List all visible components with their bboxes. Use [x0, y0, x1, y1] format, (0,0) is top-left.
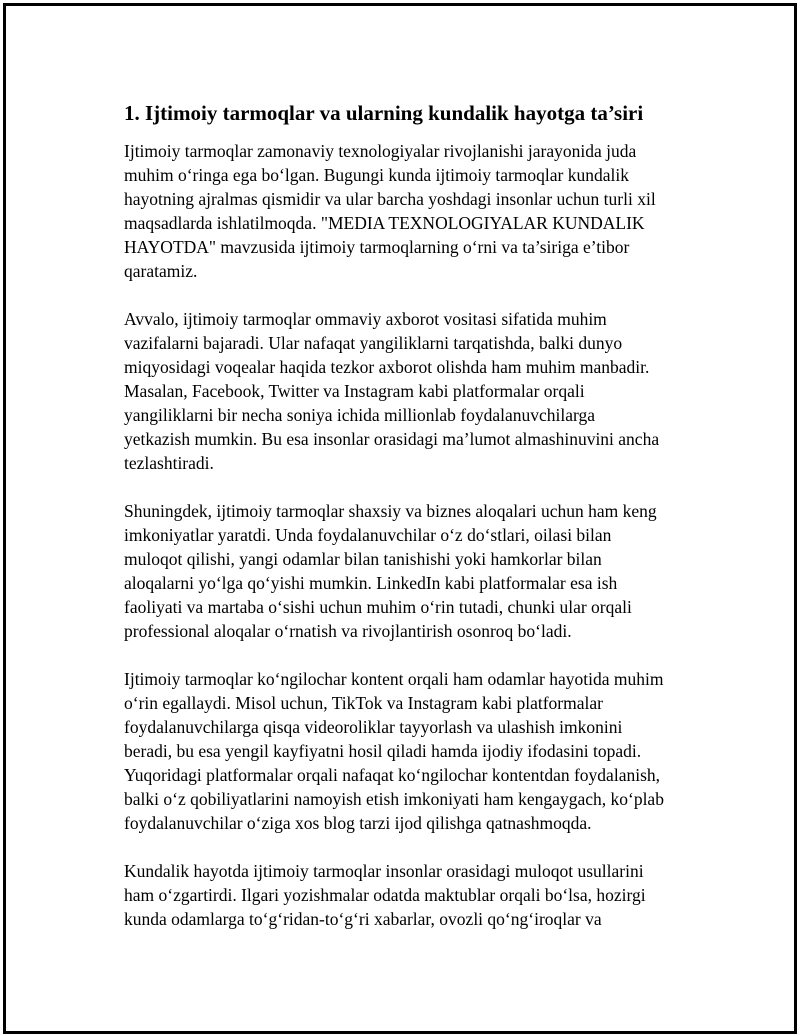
- text-line: imkoniyatlar yaratdi. Unda foydalanuvchilar o‘z do‘stlari, oilasi bilan: [124, 525, 612, 545]
- page-frame: [3, 3, 797, 1034]
- text-line: kunda odamlarga to‘g‘ridan-to‘g‘ri xabarlar, ovozli qo‘ng‘iroqlar va: [124, 909, 602, 929]
- text-line: Avvalo, ijtimoiy tarmoqlar ommaviy axborot vositasi sifatida muhim: [124, 309, 607, 329]
- text-line: muloqot qilishi, yangi odamlar bilan tanishishi yoki hamkorlar bilan: [124, 549, 602, 569]
- text-line: ham o‘zgartirdi. Ilgari yozishmalar odatda maktublar orqali bo‘lsa, hozirgi: [124, 885, 646, 905]
- paragraph-2: [124, 307, 704, 475]
- text-line: Shuningdek, ijtimoiy tarmoqlar shaxsiy va biznes aloqalari uchun ham keng: [124, 501, 657, 521]
- text-line: faoliyati va martaba o‘sishi uchun muhim o‘rin tutadi, chunki ular orqali: [124, 597, 632, 617]
- text-line: Ijtimoiy tarmoqlar zamonaviy texnologiyalar rivojlanishi jarayonida juda: [124, 141, 637, 161]
- text-line: beradi, bu esa yengil kayfiyatni hosil qiladi hamda ijodiy ifodasini topadi.: [124, 741, 642, 761]
- text-line: Yuqoridagi platformalar orqali nafaqat ko‘ngilochar kontentdan foydalanish,: [124, 765, 661, 785]
- paragraph-3: [124, 499, 704, 643]
- text-line: foydalanuvchilarga qisqa videoroliklar tayyorlash va ulashish imkonini: [124, 717, 623, 737]
- paragraph-1: [124, 139, 704, 283]
- paragraph-5: [124, 859, 704, 931]
- text-line: muhim o‘ringa ega bo‘lgan. Bugungi kunda ijtimoiy tarmoqlar kundalik: [124, 165, 629, 185]
- text-line: foydalanuvchilar o‘ziga xos blog tarzi ijod qilishga qatnashmoqda.: [124, 813, 592, 833]
- text-line: vazifalarni bajaradi. Ular nafaqat yangiliklarni tarqatishda, balki dunyo: [124, 333, 623, 353]
- text-line: Ijtimoiy tarmoqlar ko‘ngilochar kontent orqali ham odamlar hayotida muhim: [124, 669, 664, 689]
- text-line: Masalan, Facebook, Twitter va Instagram kabi platformalar orqali: [124, 381, 585, 401]
- text-line: hayotning ajralmas qismidir va ular barcha yoshdagi insonlar uchun turli xil: [124, 189, 656, 209]
- text-line: yangiliklarni bir necha soniya ichida millionlab foydalanuvchilarga: [124, 405, 596, 425]
- text-line: aloqalarni yo‘lga qo‘yishi mumkin. LinkedIn kabi platformalar esa ish: [124, 573, 618, 593]
- text-line: yetkazish mumkin. Bu esa insonlar orasidagi ma’lumot almashinuvini ancha: [124, 429, 660, 449]
- text-line: HAYOTDA" mavzusida ijtimoiy tarmoqlarning o‘rni va ta’siriga e’tibor: [124, 237, 630, 257]
- text-line: Kundalik hayotda ijtimoiy tarmoqlar insonlar orasidagi muloqot usullarini: [124, 861, 644, 881]
- text-line: o‘rin egallaydi. Misol uchun, TikTok va Instagram kabi platformalar: [124, 693, 603, 713]
- text-line: qaratamiz.: [124, 261, 198, 281]
- text-line: professional aloqalar o‘rnatish va rivojlantirish osonroq bo‘ladi.: [124, 621, 572, 641]
- text-line: tezlashtiradi.: [124, 453, 214, 473]
- document-body: [124, 99, 704, 955]
- text-line: balki o‘z qobiliyatlarini namoyish etish imkoniyati ham kengaygach, ko‘plab: [124, 789, 664, 809]
- section-heading: 1. Ijtimoiy tarmoqlar va ularning kundalik hayotga ta’siri: [124, 101, 644, 125]
- text-line: miqyosidagi voqealar haqida tezkor axborot olishda ham muhim manbadir.: [124, 357, 650, 377]
- paragraph-4: [124, 667, 704, 835]
- text-line: maqsadlarda ishlatilmoqda. "MEDIA TEXNOLOGIYALAR KUNDALIK: [124, 213, 645, 233]
